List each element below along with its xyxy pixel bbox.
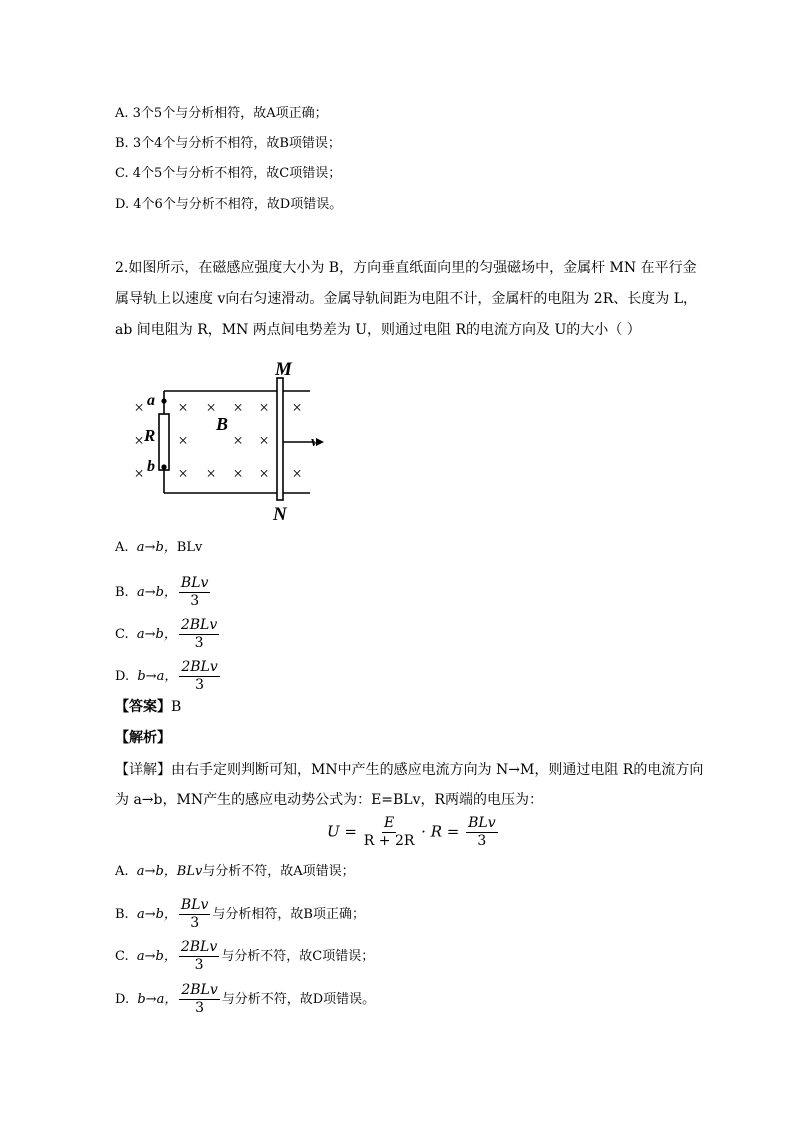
review-b: B. a→b， $\frac{\text{BLv}}{3}$ 与分析相符，故B项正确； bbox=[115, 897, 365, 931]
prev-option-a: A. 3个5个与分析相符，故A项正确； bbox=[115, 106, 328, 121]
field-cross: × bbox=[292, 464, 302, 483]
circuit-figure bbox=[125, 358, 325, 528]
option-a: A. a→b，BLv bbox=[115, 540, 203, 555]
field-cross: × bbox=[233, 464, 243, 483]
fraction: $\frac{\text{2BLv}}{3}$ bbox=[180, 939, 218, 973]
field-cross: × bbox=[134, 431, 144, 450]
label-n: N bbox=[273, 504, 287, 525]
field-cross: × bbox=[178, 431, 188, 450]
fraction: $\frac{\text{2BLv}}{3}$ bbox=[180, 617, 218, 651]
field-cross: × bbox=[134, 398, 144, 417]
option-c: C. a→b， $\frac{\text{2BLv}}{3}$ bbox=[115, 617, 218, 651]
question-line-2: 属导轨上以速度 v向右匀速滑动。金属导轨间距为电阻不计，金属杆的电阻为 2R、长度为 L， bbox=[115, 291, 698, 307]
label-b: b bbox=[147, 458, 155, 475]
fraction: $\frac{\text{BLv}}{3}$ bbox=[468, 815, 496, 849]
question-line-1: 2.如图所示，在磁感应强度大小为 B，方向垂直纸面向里的匀强磁场中，金属杆 MN 在平行金 bbox=[115, 260, 697, 276]
field-cross: × bbox=[259, 464, 269, 483]
resistor-r bbox=[159, 414, 169, 470]
field-cross: × bbox=[206, 398, 216, 417]
label-a: a bbox=[147, 392, 155, 409]
review-d: D. b→a， $\frac{\text{2BLv}}{3}$ 与分析不符，故D项错误。 bbox=[115, 982, 376, 1016]
field-cross: × bbox=[233, 431, 243, 450]
field-cross: × bbox=[134, 464, 144, 483]
label-v: v bbox=[311, 434, 318, 450]
label-b-field: B bbox=[216, 414, 229, 434]
field-cross: × bbox=[206, 464, 216, 483]
fraction: $\frac{\text{BLv}}{3}$ bbox=[180, 897, 209, 931]
detail-line-2: 为 a→b，MN产生的感应电动势公式为：E=BLv，R两端的电压为： bbox=[115, 792, 544, 808]
field-cross: × bbox=[178, 464, 188, 483]
label-r: R bbox=[144, 426, 156, 445]
field-cross: × bbox=[259, 398, 269, 417]
answer: 【答案】B bbox=[115, 699, 182, 715]
field-cross: × bbox=[233, 398, 243, 417]
review-a: A. a→b，BLv与分析不符，故A项错误； bbox=[115, 864, 355, 879]
detail-line-1: 【详解】由右手定则判断可知，MN中产生的感应电流方向为 N→M，则通过电阻 R的电流方向 bbox=[115, 762, 704, 778]
voltage-formula: U = $\frac{E}{R + 2R}$ · R = $\frac{\text{BLv}}{3}$ bbox=[327, 815, 496, 849]
prev-option-c: C. 4个5个与分析不相符，故C项错误； bbox=[115, 166, 342, 181]
question-line-3: ab 间电阻为 R，MN 两点间电势差为 U，则通过电阻 R的电流方向及 U的大小（ ） bbox=[115, 322, 641, 338]
fraction: $\frac{\text{2BLv}}{3}$ bbox=[181, 982, 218, 1016]
field-cross: × bbox=[178, 398, 188, 417]
prev-option-d: D. 4个6个与分析不相符，故D项错误。 bbox=[115, 197, 343, 212]
option-d: D. b→a， $\frac{\text{2BLv}}{3}$ bbox=[115, 659, 218, 693]
fraction: $\frac{\text{BLv}}{3}$ bbox=[180, 575, 209, 609]
metal-rod-mn bbox=[277, 378, 283, 500]
field-cross: × bbox=[259, 431, 269, 450]
prev-option-b: B. 3个4个与分析不相符，故B项错误； bbox=[115, 136, 341, 151]
fraction: $\frac{\text{2BLv}}{3}$ bbox=[181, 659, 218, 693]
analysis-label: 【解析】 bbox=[115, 730, 171, 746]
fraction: $\frac{E}{R + 2R}$ bbox=[363, 815, 415, 849]
label-m: M bbox=[275, 359, 292, 380]
option-b: B. a→b， $\frac{\text{BLv}}{3}$ bbox=[115, 575, 209, 609]
field-cross: × bbox=[292, 398, 302, 417]
review-c: C. a→b， $\frac{\text{2BLv}}{3}$ 与分析不符，故C项错误； bbox=[115, 939, 375, 973]
